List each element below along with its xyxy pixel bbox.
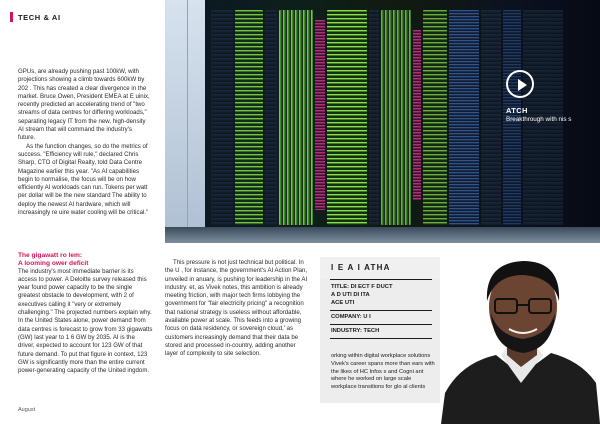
article-column-1 — [18, 68, 150, 217]
profile-card — [320, 257, 440, 403]
profile-name: I E A I ATHA — [331, 263, 391, 272]
paragraph: In the United States alone, power demand from data centres is forecast to grow from 33 gigawatts (GW) last year to 1 6 GW by 2035. AI is the driver, expected to account for 123 GW of that future demand. To put that figure in context, 123 GW is significantly more than the entire current power-generating capacity of the United ingdom. — [18, 317, 153, 375]
profile-bio: orking within digital workplace solutions Vivek's career spans more than ears with the likes of HC Infos s and Cogni ant where he worked on large scale workplace transitions for glo al clients — [331, 353, 435, 391]
article-column-1-section — [18, 252, 153, 375]
paragraph: This pressure is not just technical but political. In the U , for instance, the government's AI Action Plan, unveiled in anuary, is pushing for leadership in the AI industry. et, as Vivek notes, this ambition is already meeting friction, with major tech firms lobbying the government for "fair electricity pricing" a recognition that national strategy is useless without affordable, available power at scale. This feeds into a growing focus on data residency, or sovereign cloud,' as customers increasingly demand that their data be stored and processed in-country, adding another layer of complexity to site selection. — [165, 259, 308, 358]
subheading — [18, 252, 153, 268]
profile-industry: INDUSTRY: TECH — [331, 328, 380, 334]
photo-wall — [165, 0, 205, 243]
paragraph: GPUs, are already pushing past 100kW, with projections showing a climb towards 600kW by 202 . This has created a clear divergence in the market. Bruce Owen, President EMEA at E uinix, recently predicted an accelerating trend of "two streams of data centres for differing workloads," separating legacy IT from the new, high-density AI stream that will command the industry's future. — [18, 68, 150, 142]
portrait-photo — [441, 243, 600, 424]
photo-floor — [165, 227, 600, 243]
watch-subtitle: Breakthrough with nis s — [506, 116, 572, 123]
subheading-line-1: The gigawatt ro lem: — [18, 252, 83, 259]
footer-month: August — [18, 407, 36, 413]
subheading-line-2: A looming ower deficit — [18, 259, 89, 267]
person-portrait-icon — [441, 243, 600, 424]
section-label: TECH & AI — [18, 12, 61, 22]
play-icon[interactable] — [506, 70, 534, 98]
profile-title-line: TITLE: DI ECT F DUCT — [331, 284, 393, 290]
profile-company: COMPANY: U I — [331, 314, 371, 320]
profile-title-line: ACE UTI — [331, 300, 355, 306]
paragraph: As the function changes, so do the metrics of success. "Efficiency will rule," declared Chris Sharp, CTO of Digital Realty, told Data Centre Magazine earlier this year. "As AI capabilities begin to normalise, the focus will be on how efficiently AI workloads can run. Tokens per watt per dollar will be the new standard The ability to deploy the newest AI hardware, which will increasingly re uire water cooling will be critical." — [18, 142, 149, 217]
profile-title-line: A D UTI DI ITA — [331, 292, 370, 298]
section-accent-bar — [10, 12, 13, 22]
article-column-2 — [165, 259, 308, 359]
watch-title: ATCH — [506, 106, 528, 115]
section-tag — [10, 12, 61, 22]
paragraph: The industry's most immediate barrier is its access to power. A Deloitte survey released this year found power capacity to be the single greatest obstacle to development, with 2 of executives calling it "very or extremely challenging." The projected numbers explain why. — [18, 267, 152, 317]
